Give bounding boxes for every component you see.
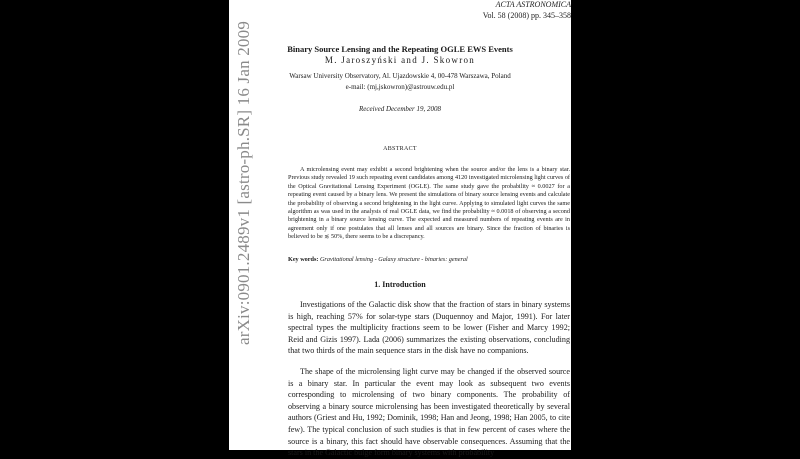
keywords: [288, 256, 570, 264]
journal-name: ACTA ASTRONOMICA: [495, 0, 571, 9]
keywords-label: Key words:: [288, 256, 319, 263]
journal-header: [483, 0, 571, 21]
paper-authors: M. Jaroszyński and J. Skowron: [324, 55, 476, 65]
paragraph: Investigations of the Galactic disk show that the fraction of stars in binary systems is high, reaching 57% for solar-type stars (Duquennoy and Major, 1991). For later spectral types the multiplicity fractions seem to be lower (Fisher and Marcy 1992; Reid and Gizis 1997). Lada (2006) summarizes the existing observations, concluding that two thirds of the main sequence stars in the disk have no companions.: [288, 300, 570, 356]
abstract-text: A microlensing event may exhibit a second brightening when the source and/or the lens is a binary star. Previous study revealed 19 such repeating event candidates among 4120 investigated microlensing light curves of the Optical Gravitational Lensing Experiment (OGLE). The same study gave the probability ≈ 0.0027 for a repeating event caused by a binary lens. We present the simulations of binary source lensing events and calculate the probability of observing a second brightening in the light curve. Applying to simulated light curves the same algorithm as was used in the analysis of real OGLE data, we find the probability ≈ 0.0018 of observing a second brightening in a binary source lensing curve. The expected and measured numbers of repeating events are in agreement only if one postulates that all lenses and all sources are binary. Since the fraction of binaries is believed to be ≲ 50%, there seems to be a discrepancy.: [288, 166, 570, 241]
arxiv-id: arXiv:0901.2489v1 [astro-ph.SR] 16 Jan 2009: [234, 20, 253, 345]
received-date: Received December 19, 2008: [358, 105, 442, 113]
paragraph: The shape of the microlensing light curve may be changed if the observed source is a binary star. In particular the event may look as subsequent two events corresponding to microlensing of two binary components. The probability of observing a binary source microlensing has been investigated theoretically by several authors (Griest and Hu, 1992; Dominik, 1998; Han and Jeong, 1998; Han 2005, to cite few). The typical conclusion of such studies is that in few percent of cases where the source is a binary, this fact should have observable consequences. Assuming that the stars in the Galactic bulge form binary systems with probability: [288, 367, 570, 458]
abstract-heading: ABSTRACT: [383, 146, 417, 152]
keywords-text: Gravitational lensing - Galaxy structure - binaries: general: [319, 256, 468, 263]
paper-title: Binary Source Lensing and the Repeating OGLE EWS Events: [287, 44, 513, 54]
email: e-mail: (mj,jskowron)@astrouw.edu.pl: [345, 83, 455, 91]
journal-volume: Vol. 58 (2008) pp. 345–358: [482, 11, 571, 20]
section-title: 1. Introduction: [374, 280, 426, 289]
affiliation: Warsaw University Observatory, Al. Ujazdowskie 4, 00-478 Warszawa, Poland: [289, 72, 511, 80]
